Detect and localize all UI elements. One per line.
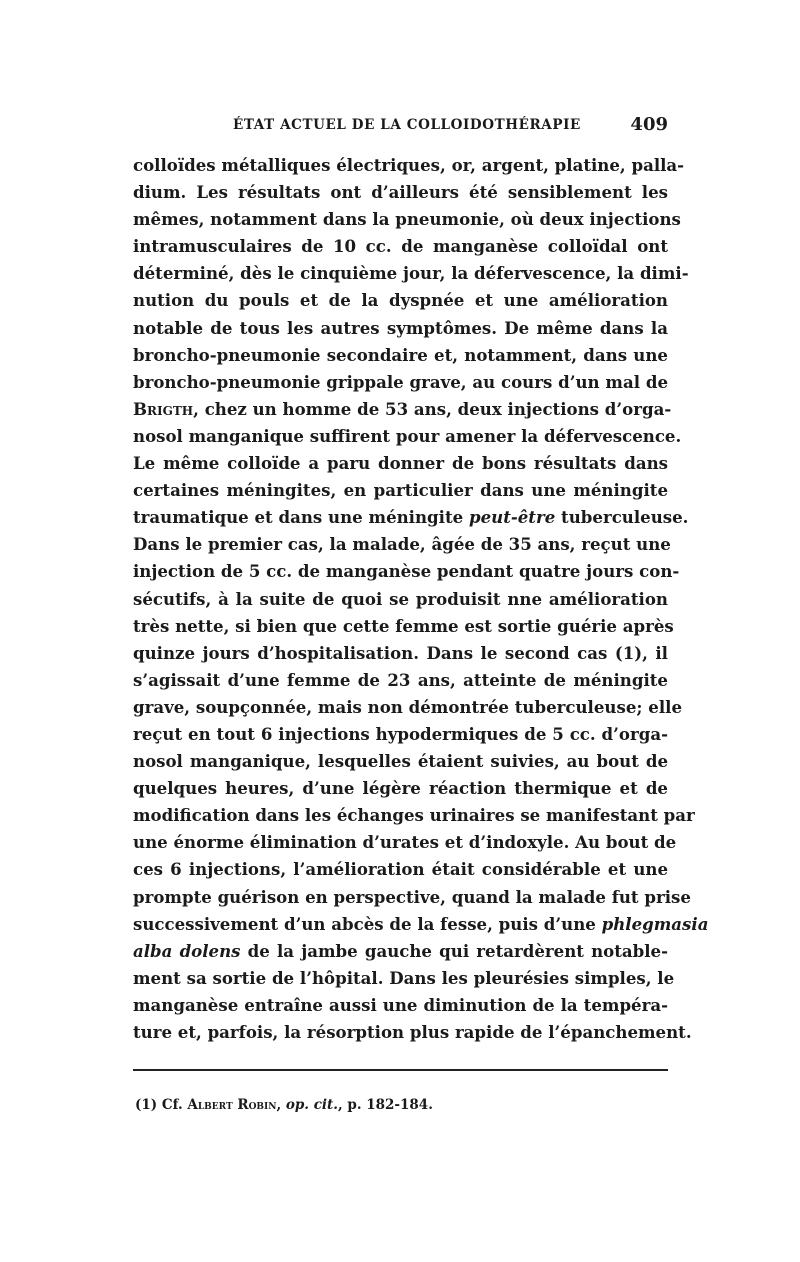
text-line [133,884,691,911]
text-line [133,965,675,992]
text-line [133,152,685,179]
footnote-rule [133,1069,668,1071]
footnote-reference: op. cit. [285,1097,338,1113]
text-line [133,1019,692,1046]
text-segment: prompte guérison en perspective, quand la malade fut prise [133,886,691,907]
text-line [133,829,677,856]
text-segment: successivement d’un abcès de la fesse, puis d’une [133,913,602,934]
text-segment: sécutifs, à la suite de quoi se produisit nne amélioration [133,588,668,609]
text-line [133,748,668,775]
text-segment: Dans le premier cas, la malade, âgée de 35 ans, reçut une [133,534,671,555]
text-line [133,721,668,748]
text-segment: modification dans les échanges urinaires se manifestant par [133,805,695,826]
text-segment: quelques heures, d’une légère réaction thermique et de [133,778,668,799]
text-segment: reçut en tout 6 injections hypodermiques de 5 cc. d’orga- [133,723,668,744]
text-line [133,694,683,721]
footnote [135,1097,635,1113]
footnote-pages: , p. 182-184. [338,1097,433,1113]
text-segment: déterminé, dès le cinquième jour, la défervescence, la dimi- [133,263,689,284]
text-line [133,992,668,1019]
text-line [133,369,668,396]
text-segment: manganèse entraîne aussi une diminution de la tempéra- [133,994,668,1015]
text-segment: notable de tous les autres symptômes. De même dans la [133,317,668,338]
text-line [133,586,668,613]
text-segment: s’agissait d’une femme de 23 ans, atteinte de méningite [133,669,668,690]
text-line [133,504,689,531]
text-segment: dium. Les résultats ont d’ailleurs été sensiblement les [133,182,668,203]
text-line [133,260,689,287]
text-segment: grave, soupçonnée, mais non démontrée tuberculeuse; elle [133,696,683,717]
text-line [133,613,674,640]
text-segment: nution du pouls et de la dyspnée et une amélioration [133,290,668,311]
footnote-author: Albert Robin [187,1097,277,1113]
text-segment: une énorme élimination d’urates et d’indoxyle. Au bout de [133,832,677,853]
text-segment: de la jambe gauche qui retardèrent notable- [240,940,668,961]
text-line [133,315,668,342]
text-line [133,938,668,965]
text-segment: mêmes, notamment dans la pneumonie, où deux injections [133,209,681,230]
text-segment: , chez un homme de 53 ans, deux injections d’orga- [193,398,672,419]
running-head [133,114,668,137]
text-line [133,531,671,558]
text-segment: intramusculaires de 10 cc. de manganèse colloïdal ont [133,236,668,257]
text-line [133,396,672,423]
text-segment: colloïdes métalliques électriques, or, argent, platine, palla- [133,155,685,175]
text-segment: ment sa sortie de l’hôpital. Dans les pleurésies simples, le [133,967,675,988]
text-line [133,450,668,477]
text-segment: ces 6 injections, l’amélioration était considérable et une [133,859,668,880]
text-segment: injection de 5 cc. de manganèse pendant quatre jours con- [133,561,680,582]
footnote-marker: (1) [135,1097,158,1113]
text-segment: phlegmasia [601,913,709,934]
text-line [133,667,668,694]
text-line [133,856,668,883]
text-line [133,802,695,829]
text-line [133,179,668,206]
text-segment: peut-être [468,507,556,528]
text-segment: broncho-pneumonie secondaire et, notamment, dans une [133,344,668,365]
text-segment: nosol manganique suffirent pour amener la défervescence. [133,425,682,446]
text-line [133,342,668,369]
text-line [133,423,682,450]
text-segment: Le même colloïde a paru donner de bons résultats dans [133,453,668,474]
text-segment: traumatique et dans une méningite [133,507,469,528]
text-line [133,477,668,504]
text-segment: Brigth [133,398,194,419]
text-segment: très nette, si bien que cette femme est sortie guérie après [133,615,674,636]
footnote-separator: , [276,1097,286,1113]
text-line [133,558,680,585]
text-segment: tuberculeuse. [555,507,689,528]
text-line [133,775,668,802]
text-segment: ture et, parfois, la résorption plus rapide de l’épanchement. [133,1022,692,1042]
text-segment: broncho-pneumonie grippale grave, au cours d’un mal de [133,371,668,392]
text-line [133,640,668,667]
text-line [133,206,681,233]
page-number: 409 [630,114,668,135]
footnote-prefix: Cf. [161,1097,183,1113]
text-segment: alba dolens [133,940,241,961]
text-line [133,287,668,314]
text-segment: nosol manganique, lesquelles étaient suivies, au bout de [133,751,668,772]
text-line [133,233,668,260]
text-line [133,911,709,938]
text-segment: quinze jours d’hospitalisation. Dans le second cas (1), il [133,642,668,663]
running-title: ÉTAT ACTUEL DE LA COLLOIDOTHÉRAPIE [233,117,581,133]
body-text [133,152,709,1046]
text-segment: certaines méningites, en particulier dans une méningite [133,480,668,501]
